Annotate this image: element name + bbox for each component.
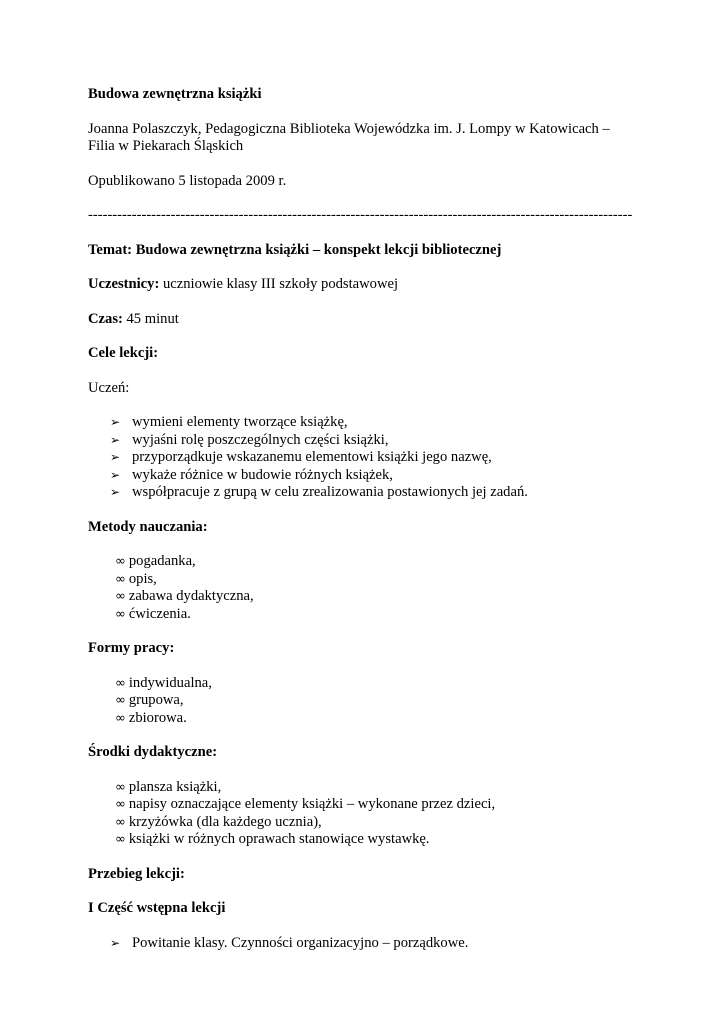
goal-text: przyporządkuje wskazanemu elementowi książki jego nazwę, xyxy=(132,449,492,465)
participants-value: uczniowie klasy III szkoły podstawowej xyxy=(159,276,399,292)
list-item xyxy=(115,606,648,624)
methods-heading: Metody nauczania: xyxy=(88,518,208,535)
list-item xyxy=(110,449,648,467)
means-text: napisy oznaczające elementy książki – wykonane przez dzieci, xyxy=(128,796,496,812)
list-item xyxy=(115,553,648,571)
list-item xyxy=(115,588,648,606)
arrow-bullet-icon: ➢ xyxy=(110,450,121,464)
method-text: zabawa dydaktyczna, xyxy=(128,588,254,604)
methods-list xyxy=(88,553,648,623)
infinity-bullet-icon: ∞ xyxy=(115,589,126,604)
infinity-bullet-icon: ∞ xyxy=(115,814,126,830)
list-item xyxy=(110,935,648,953)
list-item xyxy=(115,831,648,849)
participants-label: Uczestnicy: xyxy=(88,276,160,292)
form-text: indywidualna, xyxy=(128,674,212,691)
form-text: zbiorowa. xyxy=(128,709,187,726)
lesson-time xyxy=(88,311,648,329)
list-item xyxy=(115,814,648,832)
means-text: książki w różnych oprawach stanowiące wystawkę. xyxy=(128,831,430,847)
separator-line: ---------------------------------------------------------------------------------------------------------------- xyxy=(88,207,633,223)
time-value: 45 minut xyxy=(122,310,179,327)
document-title: Budowa zewnętrzna książki xyxy=(88,86,262,102)
arrow-bullet-icon: ➢ xyxy=(110,467,121,482)
forms-heading: Formy pracy: xyxy=(88,640,175,656)
means-text: krzyżówka (dla każdego ucznia), xyxy=(128,813,322,830)
lesson-topic: Temat: Budowa zewnętrzna książki – konspekt lekcji bibliotecznej xyxy=(88,241,502,258)
arrow-bullet-icon: ➢ xyxy=(110,935,121,950)
forms-list xyxy=(88,675,648,728)
infinity-bullet-icon: ∞ xyxy=(115,675,126,691)
infinity-bullet-icon: ∞ xyxy=(115,710,126,726)
list-item xyxy=(115,796,648,814)
author-line-1: Joanna Polaszczyk, Pedagogiczna Biblioteka Wojewódzka im. J. Lompy w Katowicach – xyxy=(88,120,610,137)
list-item xyxy=(115,692,648,710)
list-item xyxy=(115,571,648,589)
arrow-bullet-icon: ➢ xyxy=(110,432,121,447)
author-line-2: Filia w Piekarach Śląskich xyxy=(88,138,244,154)
list-item xyxy=(115,675,648,693)
list-item xyxy=(110,414,648,432)
document-page xyxy=(88,86,648,969)
goals-intro: Uczeń: xyxy=(88,379,130,396)
infinity-bullet-icon: ∞ xyxy=(115,832,126,847)
publication-date: Opublikowano 5 listopada 2009 r. xyxy=(88,172,287,189)
part1-item-text: Powitanie klasy. Czynności organizacyjno – porządkowe. xyxy=(132,934,469,951)
time-label: Czas: xyxy=(88,310,123,327)
form-text: grupowa, xyxy=(128,692,184,708)
infinity-bullet-icon: ∞ xyxy=(115,554,126,569)
method-text: ćwiczenia. xyxy=(128,605,191,622)
list-item xyxy=(115,710,648,728)
goals-list xyxy=(88,414,648,502)
infinity-bullet-icon: ∞ xyxy=(115,779,126,795)
author-info xyxy=(88,121,648,156)
list-item xyxy=(115,779,648,797)
list-item xyxy=(110,484,648,502)
course-heading: Przebieg lekcji: xyxy=(88,865,185,882)
infinity-bullet-icon: ∞ xyxy=(115,693,126,708)
goal-text: wykaże różnice w budowie różnych książek, xyxy=(132,466,393,483)
goal-text: wyjaśni rolę poszczególnych części książki, xyxy=(132,431,389,448)
part1-list xyxy=(88,935,648,953)
means-list xyxy=(88,779,648,849)
list-item xyxy=(110,432,648,450)
method-text: pogadanka, xyxy=(128,553,196,569)
arrow-bullet-icon: ➢ xyxy=(110,485,121,499)
means-heading: Środki dydaktyczne: xyxy=(88,744,218,760)
arrow-bullet-icon: ➢ xyxy=(110,415,121,429)
infinity-bullet-icon: ∞ xyxy=(115,606,126,622)
goal-text: wymieni elementy tworzące książkę, xyxy=(132,414,348,430)
goal-text: współpracuje z grupą w celu zrealizowania postawionych jej zadań. xyxy=(132,484,528,500)
part1-heading: I Część wstępna lekcji xyxy=(88,900,226,916)
participants xyxy=(88,276,648,294)
goals-heading: Cele lekcji: xyxy=(88,345,159,361)
infinity-bullet-icon: ∞ xyxy=(115,797,126,812)
list-item xyxy=(110,467,648,485)
infinity-bullet-icon: ∞ xyxy=(115,571,126,587)
means-text: plansza książki, xyxy=(128,778,222,795)
method-text: opis, xyxy=(128,570,157,587)
